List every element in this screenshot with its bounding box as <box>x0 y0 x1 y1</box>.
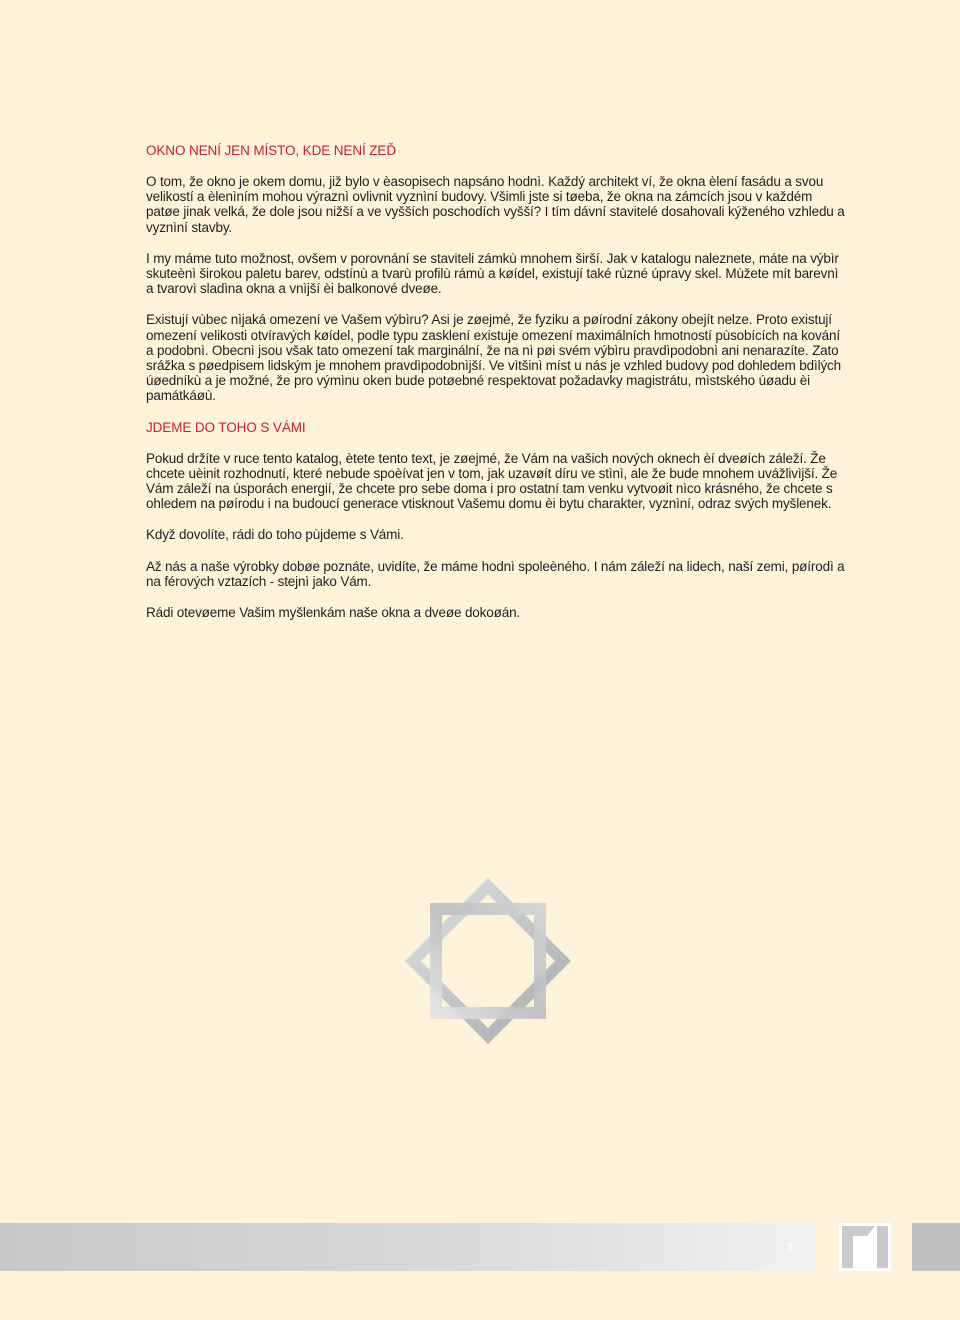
footer-corner-block <box>912 1223 960 1271</box>
company-logo-icon <box>839 1223 891 1271</box>
main-content <box>146 143 846 620</box>
section-heading-window: OKNO NENÍ JEN MÍSTO, KDE NENÍ ZEĎ <box>146 143 396 158</box>
paragraph-catalog: Pokud držíte v ruce tento katalog, ètete tento text, je zøejmé, že Vám na vašich nových oknech èí dveøích záleží. Že chcete uèinit rozhodnutí, které nebude spoèívat jen v tom, jak uzavøít díru ve stìnì, ale že bude mnohem uvážlivìjší. Že Vám záleží na úsporách energií, že chcete pro sebe doma i pro ostatní tam venku vytvoøit nìco krásného, že chcete s ohledem na pøírodu i na budoucí generace vtisknout Vašemu domu èi bytu charakter, vyznìní, odraz svých myšlenek. <box>146 450 838 512</box>
paragraph-options: I my máme tuto možnost, ovšem v porovnání se staviteli zámkù mnohem širší. Jak v katalogu naleznete, máte na výbìr skuteènì širokou paletu barev, odstínù a tvarù profilù rámù a køídel, existují také rùzné úpravy skel. Mùžete mít barevnì a tvarovì sladìna okna a vnìjší èi balkonové dveøe. <box>146 250 839 297</box>
paragraph-common: Až nás a naše výrobky dobøe poznáte, uvidíte, že máme hodnì spoleèného. I nám záleží na lidech, naší zemi, pøírodì a na férových vztazích - stejnì jako Vám. <box>146 558 845 589</box>
paragraph-together: Když dovolíte, rádi do toho pùjdeme s Vámi. <box>146 527 404 543</box>
octagram-star-icon <box>397 870 579 1052</box>
footer-bar <box>0 1223 815 1271</box>
paragraph-limits: Existují vùbec nìjaká omezení ve Vašem výbìru? Asi je zøejmé, že fyziku a pøírodní zákony obejít nelze. Proto existují omezení velikosti otvíravých køídel, podle typu zasklení existuje omezení maximálních hmotností pùsobících na kování a podobnì. Obecnì jsou však tato omezení tak marginální, že na nì pøi svém výbìru pravdìpodobnì ani nenarazíte. Zato srážka s pøedpisem lidským je mnohem pravdìpodobnìjší. Ve vìtšinì míst u nás je vzhled budovy pod dohledem bdìlých úøedníkù a je možné, že pro výmìnu oken bude potøebné respektovat požadavky magistrátu, mìstského úøadu èi památkáøù. <box>146 312 842 404</box>
section-heading-together: JDEME DO TOHO S VÁMI <box>146 419 306 435</box>
paragraph-intro: O tom, že okno je okem domu, již bylo v èasopisech napsáno hodnì. Každý architekt ví, že okna èlení fasádu a svou velikostí a èlenìním mohou výraznì ovlivnit vyznìní budovy. Všimli jste si tøeba, že okna na zámcích jsou v každém patøe jinak velká, že dole jsou nižší a ve vyšších poschodích vyšší? I tím dávní stavitelé dosahovali kýženého vzhledu a vyznìní stavby. <box>146 174 845 235</box>
paragraph-closing: Rádi otevøeme Vašim myšlenkám naše okna a dveøe dokoøán. <box>146 605 521 621</box>
page-number: 3 <box>786 1240 793 1254</box>
